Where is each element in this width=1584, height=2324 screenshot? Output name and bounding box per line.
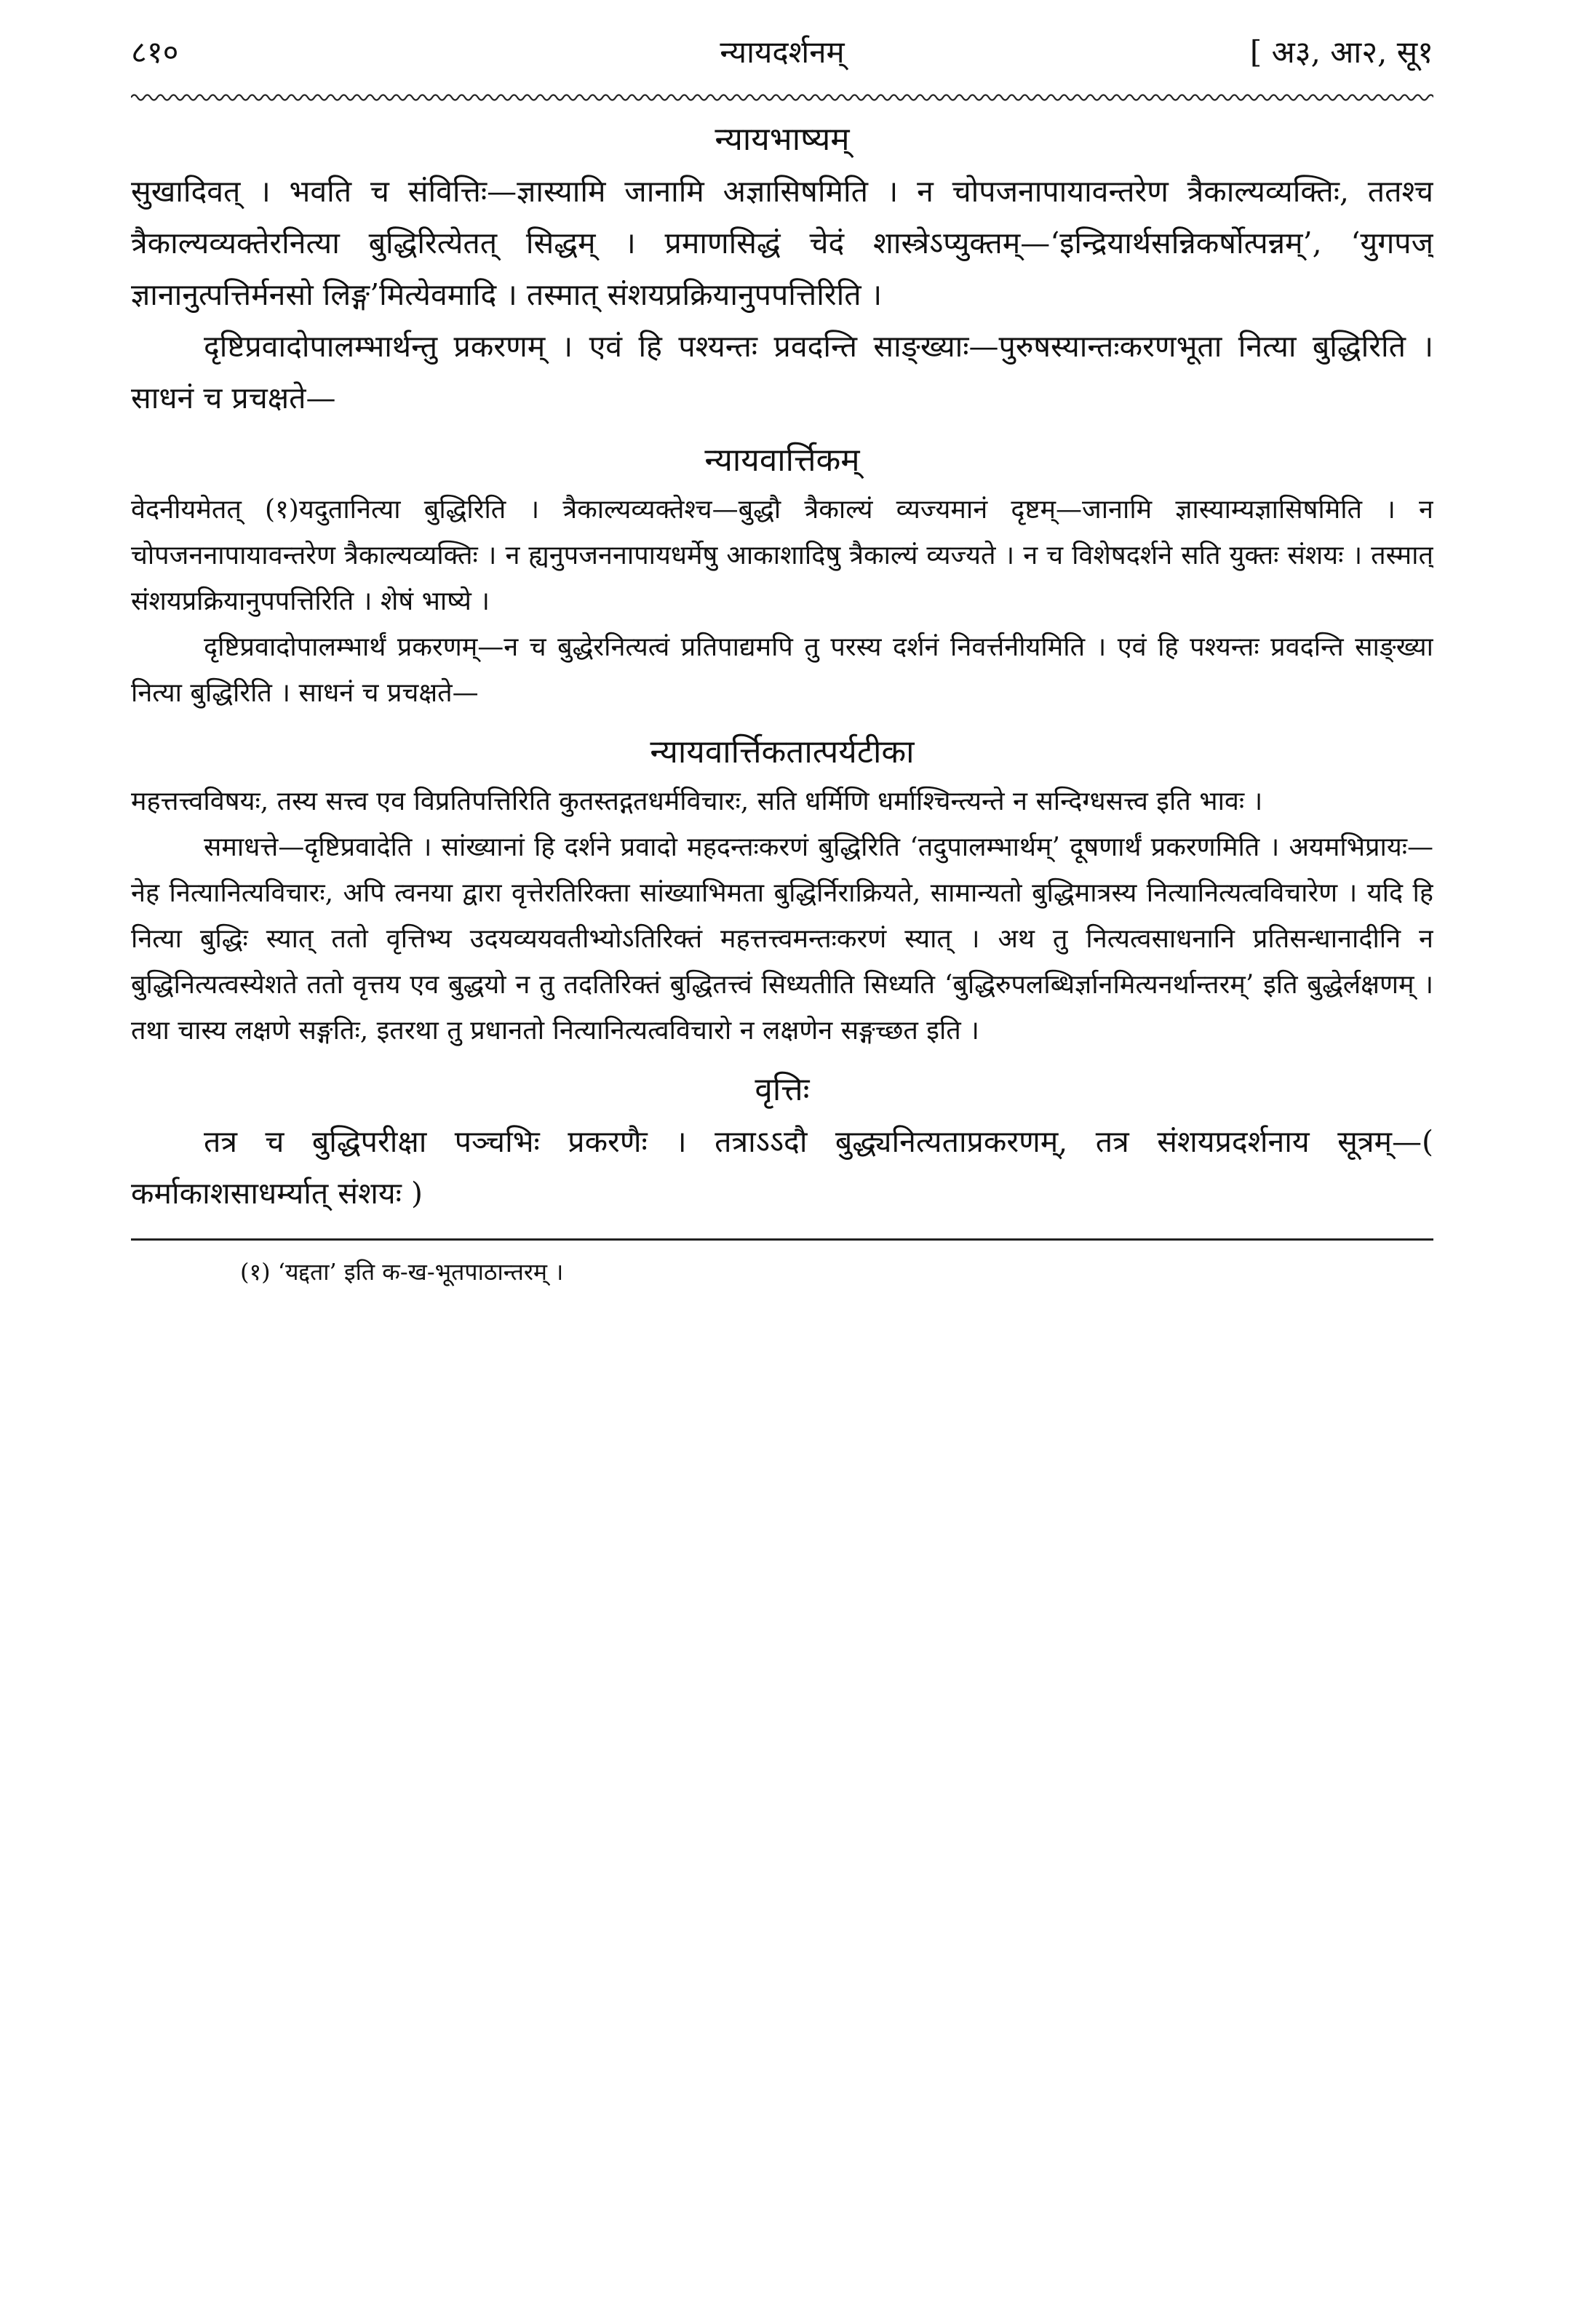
- section-nyaya-varttika: [131, 439, 1433, 716]
- section-nyaya-bhashya: [131, 118, 1433, 424]
- paragraph: समाधत्ते—दृष्टिप्रवादेति । सांख्यानां हि दर्शने प्रवादो महदन्तःकरणं बुद्धिरिति ‘तदुपालम्भार्थम्’ दूषणार्थं प्रकरणमिति । अयमभिप्रायः—नेह नित्यानित्यविचारः, अपि त्वनया द्वारा वृत्तेरतिरिक्ता सांख्याभिमता बुद्धिर्निराक्रियते, सामान्यतो बुद्धिमात्रस्य नित्यानित्यत्वविचारेण । यदि हि नित्या बुद्धिः स्यात् ततो वृत्तिभ्य उदयव्ययवतीभ्योऽतिरिक्तं महत्तत्त्वमन्तःकरणं स्यात् । अथ तु नित्यत्वसाधनानि प्रतिसन्धानादीनि न बुद्धिनित्यत्वस्येशते ततो वृत्तय एव बुद्धयो न तु तदतिरिक्तं बुद्धितत्त्वं सिध्यतीति सिध्यति ‘बुद्धिरुपलब्धिर्ज्ञानमित्यनर्थान्तरम्’ इति बुद्धेर्लक्षणम् । तथा चास्य लक्षणे सङ्गतिः, इतरथा तु प्रधानतो नित्यानित्यत्वविचारो न लक्षणेन सङ्गच्छत इति ।: [131, 832, 1433, 1046]
- section-title: न्यायवार्त्तिकम्: [704, 442, 860, 479]
- wavy-divider: [131, 92, 1433, 103]
- running-title: न्यायदर्शनम्: [720, 34, 845, 70]
- page-number: ८१०: [131, 34, 179, 70]
- section-tatparya-tika: [131, 731, 1433, 1054]
- book-page: [131, 29, 1433, 2299]
- paragraph: दृष्टिप्रवादोपालम्भार्थं प्रकरणम्—न च बुद्धेरनित्यत्वं प्रतिपाद्यमपि तु परस्य दर्शनं निवर्त्तनीयमिति । एवं हि पश्यन्तः प्रवदन्ति साङ्ख्या नित्या बुद्धिरिति । साधनं च प्रचक्षते—: [131, 632, 1433, 708]
- paragraph: महत्तत्त्वविषयः, तस्य सत्त्व एव विप्रतिपत्तिरिति कुतस्तद्गतधर्मविचारः, सति धर्मिणि धर्माश्चिन्त्यन्ते न सन्दिग्धसत्त्व इति भावः ।: [131, 787, 1263, 816]
- section-title: वृत्तिः: [755, 1071, 810, 1108]
- section-vritti: [131, 1068, 1433, 1219]
- footnote-rule: [131, 1238, 1433, 1241]
- running-header: [131, 29, 1433, 76]
- section-title: न्यायवार्त्तिकतात्पर्यटीका: [650, 733, 915, 771]
- paragraph: तत्र च बुद्धिपरीक्षा पञ्चभिः प्रकरणैः । तत्राऽऽदौ बुद्ध्यनित्यताप्रकरणम्, तत्र संशयप्रदर्शनाय सूत्रम्—( कर्माकाशसाधर्म्यात् संशयः ): [131, 1124, 1433, 1211]
- chapter-reference: [ अ३, आ२, सू१: [1249, 34, 1433, 70]
- paragraph: वेदनीयमेतत् (१)यदुतानित्या बुद्धिरिति । त्रैकाल्यव्यक्तेश्च—बुद्धौ त्रैकाल्यं व्यज्यमानं दृष्टम्—जानामि ज्ञास्याम्यज्ञासिषमिति । न चोपजननापायावन्तरेण त्रैकाल्यव्यक्तिः । न ह्यनुपजननापायधर्मेषु आकाशादिषु त्रैकाल्यं व्यज्यते । न च विशेषदर्शने सति युक्तः संशयः । तस्मात् संशयप्रक्रियानुपपत्तिरिति । शेषं भाष्ये ।: [131, 495, 1433, 616]
- paragraph: सुखादिवत् । भवति च संवित्तिः—ज्ञास्यामि जानामि अज्ञासिषमिति । न चोपजनापायावन्तरेण त्रैकाल्यव्यक्तिः, ततश्च त्रैकाल्यव्यक्तेरनित्या बुद्धिरित्येतत् सिद्धम् । प्रमाणसिद्धं चेदं शास्त्रेऽप्युक्तम्—‘इन्द्रियार्थसन्निकर्षोत्पन्नम्’, ‘युगपज् ज्ञानानुत्पत्तिर्मनसो लिङ्ग’मित्येवमादि । तस्मात् संशयप्रक्रियानुपपत्तिरिति ।: [131, 174, 1433, 312]
- section-title: न्यायभाष्यम्: [715, 121, 850, 158]
- paragraph: दृष्टिप्रवादोपालम्भार्थन्तु प्रकरणम् । एवं हि पश्यन्तः प्रवदन्ति साङ्ख्याः—पुरुषस्यान्तःकरणभूता नित्या बुद्धिरिति । साधनं च प्रचक्षते—: [131, 329, 1433, 415]
- footnote: (१) ‘यद्दता’ इति क-ख-भूतपाठान्तरम् ।: [240, 1258, 564, 1286]
